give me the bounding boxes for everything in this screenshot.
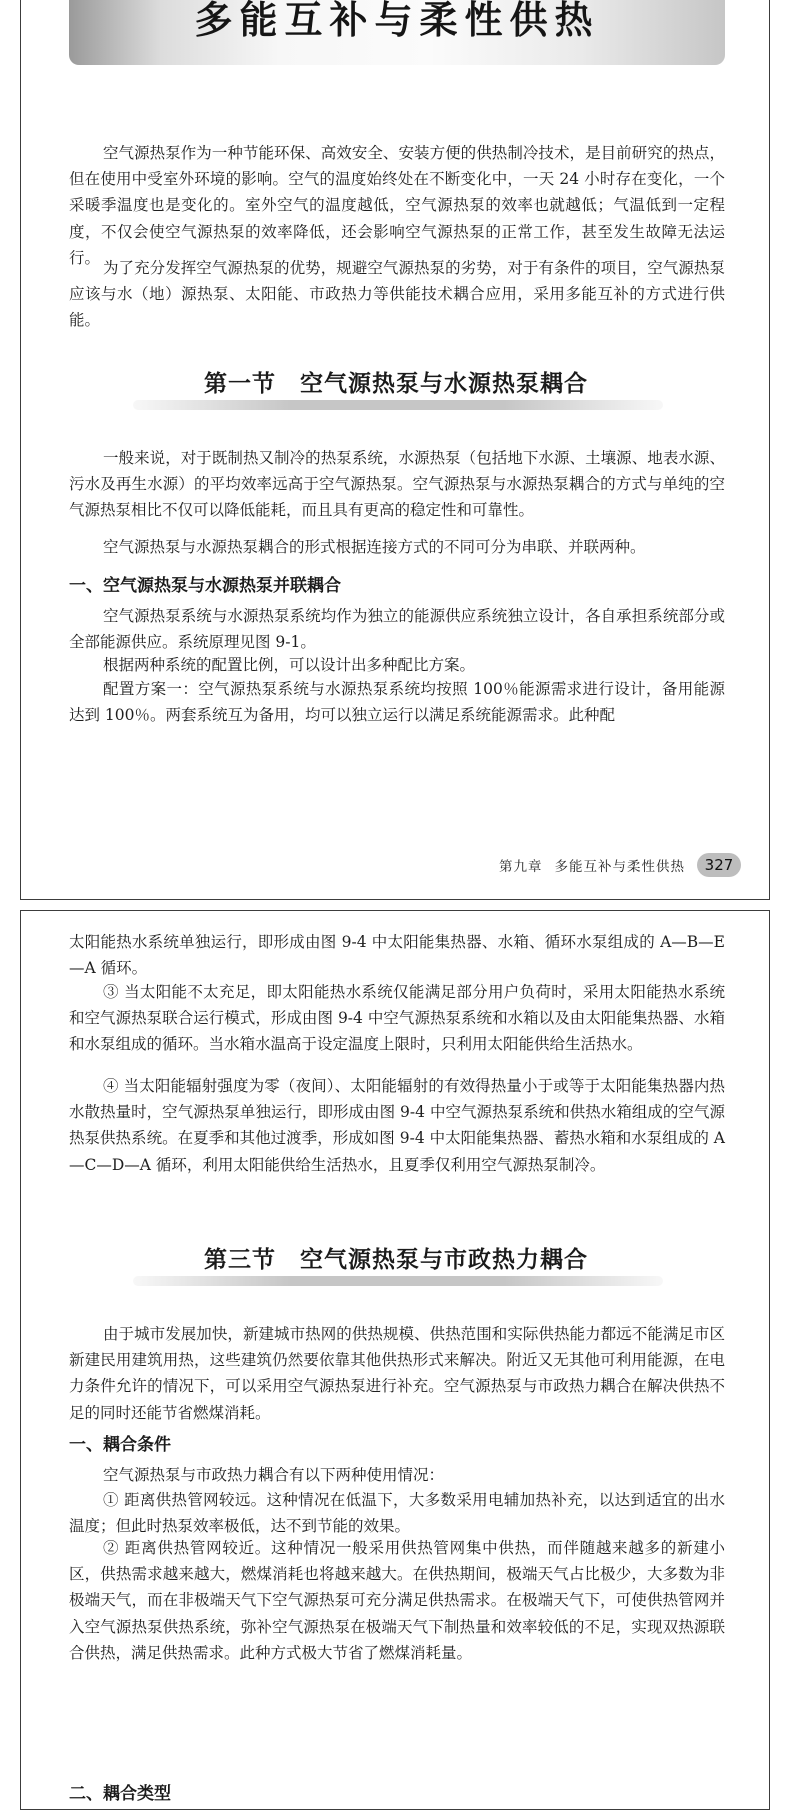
book-page-327 — [20, 0, 770, 900]
conditions-paragraph-3: ② 距离供热管网较近。这种情况一般采用供热管网集中供热，而伴随越来越多的新建小区，供热需求越来越大，燃煤消耗也将越来越大。在供热期间，极端天气占比极少，大多数为非极端天气，而在非极端天气下空气源热泵可充分满足供热需求。在极端天气下，可使供热管网并入空气源热泵供热系统，弥补空气源热泵在极端天气下制热量和效率较低的不足，实现双热源联合供热，满足供热需求。此种方式极大节省了燃煤消耗量。 — [69, 1539, 725, 1662]
case-3-paragraph: ③ 当太阳能不太充足，即太阳能热水系统仅能满足部分用户负荷时，采用太阳能热水系统和空气源热泵联合运行模式，形成由图 9-4 中空气源热泵系统和水箱以及由太阳能集热器、水箱和水泵组成的循环。当水箱水温高于设定温度上限时，只利用太阳能供给生活热水。 — [69, 983, 725, 1054]
page-footer — [499, 852, 741, 878]
case-4-paragraph: ④ 当太阳能辐射强度为零（夜间）、太阳能辐射的有效得热量小于或等于太阳能集热器内热水散热量时，空气源热泵单独运行，即形成由图 9-4 中空气源热泵系统和供热水箱组成的空气源热泵供热系统。在夏季和其他过渡季，形成如图 9-4 中太阳能集热器、蓄热水箱和水泵组成的 A—C—D—A 循环，利用太阳能供给生活热水，且夏季仅利用空气源热泵制冷。 — [69, 1077, 725, 1174]
section-title: 空气源热泵与市政热力耦合 — [300, 1247, 588, 1273]
section-heading-1 — [21, 365, 771, 398]
section-underline — [133, 400, 663, 410]
intro-paragraph-1: 空气源热泵作为一种节能环保、高效安全、安装方便的供热制冷技术，是目前研究的热点，但在使用中受室外环境的影响。空气的温度始终处在不断变化中，一天 24 小时存在变化，一个采暖季温度也是变化的。室外空气的温度越低，空气源热泵的效率也就越低；气温低到一定程度，不仅会使空气源热泵的效率降低，还会影响空气源热泵的正常工作，甚至发生故障无法运行。 — [69, 144, 725, 267]
section-number: 第三节 — [204, 1247, 276, 1273]
footer-chapter: 第九章 — [499, 859, 543, 875]
intro-paragraph-2: 为了充分发挥空气源热泵的优势，规避空气源热泵的劣势，对于有条件的项目，空气源热泵应该与水（地）源热泵、太阳能、市政热力等供能技术耦合应用，采用多能互补的方式进行供能。 — [69, 259, 725, 330]
section1-paragraph-2: 空气源热泵与水源热泵耦合的形式根据连接方式的不同可分为串联、并联两种。 — [103, 538, 646, 556]
subsection-heading-parallel: 一、空气源热泵与水源热泵并联耦合 — [69, 576, 341, 596]
footer-title: 多能互补与柔性供热 — [554, 859, 685, 875]
subsection1-paragraph-1: 空气源热泵系统与水源热泵系统均作为独立的能源供应系统独立设计，各自承担系统部分或全部能源供应。系统原理见图 9-1。 — [69, 607, 725, 652]
section-title: 空气源热泵与水源热泵耦合 — [300, 371, 588, 397]
section1-paragraph-1: 一般来说，对于既制热又制冷的热泵系统，水源热泵（包括地下水源、土壤源、地表水源、污水及再生水源）的平均效率远高于空气源热泵。空气源热泵与水源热泵耦合的方式与单纯的空气源热泵相比不仅可以降低能耗，而且具有更高的稳定性和可靠性。 — [69, 449, 725, 520]
conditions-paragraph-2: ① 距离供热管网较远。这种情况在低温下，大多数采用电辅加热补充，以达到适宜的出水温度；但此时热泵效率极低，达不到节能的效果。 — [69, 1491, 725, 1536]
section-heading-3 — [21, 1241, 771, 1274]
chapter-title-banner — [69, 0, 725, 65]
subsection-heading-types: 二、耦合类型 — [69, 1784, 171, 1804]
subsection-heading-conditions: 一、耦合条件 — [69, 1435, 171, 1455]
section-underline — [133, 1276, 663, 1286]
section-number: 第一节 — [204, 371, 276, 397]
subsection1-paragraph-2: 根据两种系统的配置比例，可以设计出多种配比方案。 — [103, 656, 476, 674]
subsection1-paragraph-3: 配置方案一：空气源热泵系统与水源热泵系统均按照 100％能源需求进行设计，备用能源达到 100％。两套系统互为备用，均可以独立运行以满足系统能源需求。此种配 — [69, 680, 725, 725]
conditions-paragraph-1: 空气源热泵与市政热力耦合有以下两种使用情况： — [103, 1466, 445, 1484]
chapter-title: 多能互补与柔性供热 — [194, 0, 600, 42]
book-page-next — [20, 910, 770, 1810]
continued-paragraph: 太阳能热水系统单独运行，即形成由图 9-4 中太阳能集热器、水箱、循环水泵组成的 A—B—E—A 循环。 — [69, 933, 725, 978]
page-number-badge: 327 — [697, 853, 741, 877]
section3-paragraph-1: 由于城市发展加快，新建城市热网的供热规模、供热范围和实际供热能力都远不能满足市区新建民用建筑用热，这些建筑仍然要依靠其他供热形式来解决。附近又无其他可利用能源，在电力条件允许的情况下，可以采用空气源热泵进行补充。空气源热泵与市政热力耦合在解决供热不足的同时还能节省燃煤消耗。 — [69, 1325, 725, 1422]
